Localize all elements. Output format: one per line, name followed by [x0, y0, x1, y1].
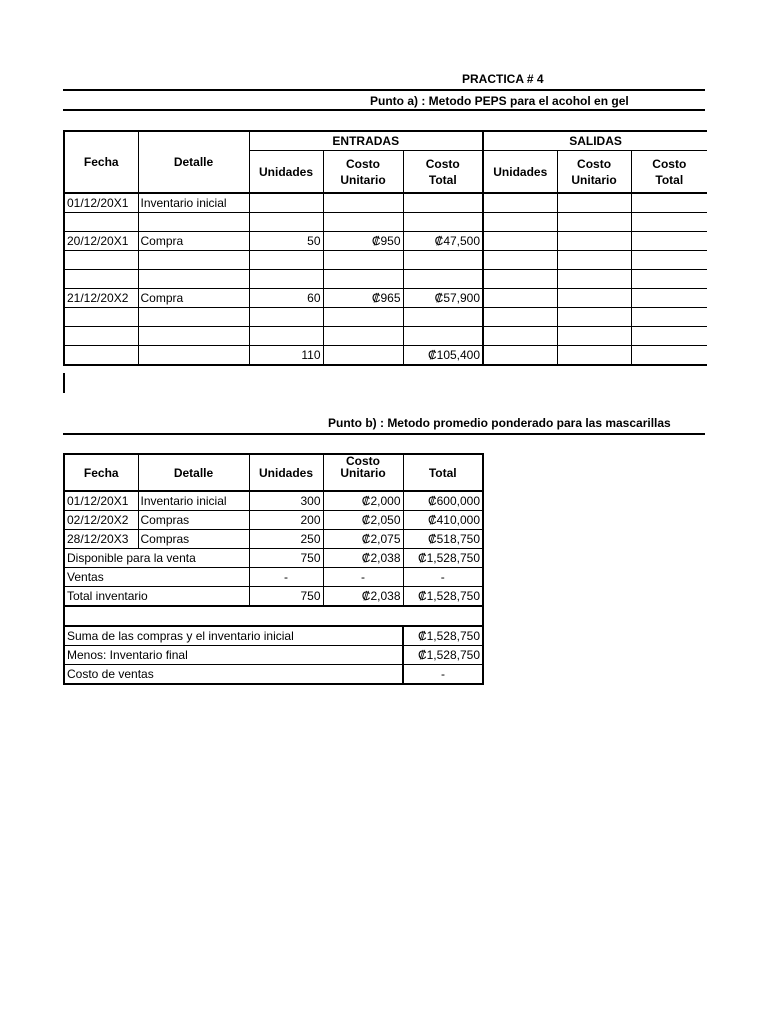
cell-salidas-costo-total: [631, 193, 707, 213]
cell-summary-label: Menos: Inventario final: [64, 646, 403, 665]
header-entradas: ENTRADAS: [249, 131, 483, 151]
summary-row: [64, 665, 483, 685]
cell-fecha: 01/12/20X1: [64, 491, 138, 511]
cell-unidades: [249, 308, 323, 327]
table-row: [64, 491, 483, 511]
header-entradas-costo-total: Costo Total: [403, 151, 483, 193]
cell-costo-unitario: [323, 346, 403, 366]
cell-fecha: [64, 346, 138, 366]
cell-costo-unitario: ₡2,050: [323, 511, 403, 530]
cell-summary-label: Suma de las compras y el inventario inicial: [64, 626, 403, 646]
cell-costo-total: [403, 270, 483, 289]
header-entradas-unidades: Unidades: [249, 151, 323, 193]
cell-summary-value: -: [403, 665, 483, 685]
table-row: [64, 251, 707, 270]
promedio-table: [63, 453, 484, 685]
cell-salidas-unidades: [483, 308, 557, 327]
punto-b-title: Punto b) : Metodo promedio ponderado para las mascarillas: [328, 416, 671, 430]
cell-label: Disponible para la venta: [64, 549, 249, 568]
header-salidas-unidades: Unidades: [483, 151, 557, 193]
header-detalle: Detalle: [138, 131, 249, 193]
cell-salidas-costo-total: [631, 346, 707, 366]
cell-unidades: [249, 193, 323, 213]
punto-a-title: Punto a) : Metodo PEPS para el acohol en gel: [370, 94, 629, 108]
header-salidas: SALIDAS: [483, 131, 707, 151]
cell-fecha: [64, 308, 138, 327]
cell-unidades: 200: [249, 511, 323, 530]
cell-unidades: [249, 251, 323, 270]
cell-costo-unitario: ₡950: [323, 232, 403, 251]
cell-label: Total inventario: [64, 587, 249, 607]
header-entradas-costo-unitario: Costo Unitario: [323, 151, 403, 193]
table-row: [64, 327, 707, 346]
table-row: [64, 213, 707, 232]
cell-fecha: 21/12/20X2: [64, 289, 138, 308]
cell-salidas-costo-unitario: [557, 308, 631, 327]
cell-salidas-costo-unitario: [557, 346, 631, 366]
b-header-fecha: Fecha: [64, 454, 138, 491]
cell-fecha: [64, 213, 138, 232]
cell-costo-unitario: [323, 308, 403, 327]
cell-salidas-unidades: [483, 213, 557, 232]
b-header-total: Total: [403, 454, 483, 491]
cell-salidas-unidades: [483, 289, 557, 308]
cell-costo-unitario: [323, 327, 403, 346]
cell-costo-total: [403, 213, 483, 232]
summary-row: [64, 626, 483, 646]
cell-detalle: Compras: [138, 530, 249, 549]
cell-detalle: [138, 346, 249, 366]
cell-costo-unitario: ₡2,038: [323, 587, 403, 607]
cell-unidades: [249, 327, 323, 346]
cell-summary-value: ₡1,528,750: [403, 646, 483, 665]
cell-salidas-costo-unitario: [557, 327, 631, 346]
cell-detalle: Inventario inicial: [138, 491, 249, 511]
cell-costo-unitario: [323, 213, 403, 232]
summary-row: [64, 646, 483, 665]
cell-costo-total: ₡57,900: [403, 289, 483, 308]
cell-unidades: -: [249, 568, 323, 587]
cell-fecha: 01/12/20X1: [64, 193, 138, 213]
cell-salidas-costo-total: [631, 232, 707, 251]
cell-unidades: 50: [249, 232, 323, 251]
cell-salidas-costo-unitario: [557, 251, 631, 270]
table-row: [64, 511, 483, 530]
cell-salidas-costo-unitario: [557, 289, 631, 308]
cell-salidas-unidades: [483, 327, 557, 346]
cell-total: -: [403, 568, 483, 587]
cell-costo-total: ₡47,500: [403, 232, 483, 251]
cell-detalle: Compra: [138, 232, 249, 251]
table-row: [64, 289, 707, 308]
cell-spacer: [64, 606, 483, 626]
cell-salidas-unidades: [483, 251, 557, 270]
cell-unidades: 750: [249, 587, 323, 607]
table-row: [64, 346, 707, 366]
cell-unidades: 300: [249, 491, 323, 511]
cell-label: Ventas: [64, 568, 249, 587]
spacer-row: [64, 606, 483, 626]
cell-costo-unitario: ₡2,000: [323, 491, 403, 511]
cell-detalle: [138, 213, 249, 232]
cell-unidades: [249, 270, 323, 289]
cell-total: ₡600,000: [403, 491, 483, 511]
cell-costo-unitario: [323, 251, 403, 270]
cell-costo-total: [403, 193, 483, 213]
cell-costo-unitario: ₡965: [323, 289, 403, 308]
cell-total: ₡1,528,750: [403, 587, 483, 607]
cell-detalle: [138, 270, 249, 289]
cell-detalle: [138, 308, 249, 327]
cell-costo-total: ₡105,400: [403, 346, 483, 366]
cell-salidas-unidades: [483, 346, 557, 366]
cell-fecha: [64, 327, 138, 346]
cell-costo-total: [403, 327, 483, 346]
cell-unidades: 60: [249, 289, 323, 308]
cell-costo-unitario: [323, 193, 403, 213]
cell-unidades: 750: [249, 549, 323, 568]
cell-fecha: 20/12/20X1: [64, 232, 138, 251]
title-rule: [63, 89, 705, 91]
b-header-detalle: Detalle: [138, 454, 249, 491]
cell-unidades: [249, 213, 323, 232]
ventas-row: [64, 568, 483, 587]
punto-b-rule: [63, 433, 705, 435]
cell-salidas-costo-unitario: [557, 193, 631, 213]
disponible-row: [64, 549, 483, 568]
cell-salidas-costo-total: [631, 251, 707, 270]
cell-salidas-unidades: [483, 270, 557, 289]
cell-fecha: [64, 251, 138, 270]
cell-detalle: Inventario inicial: [138, 193, 249, 213]
cell-unidades: 110: [249, 346, 323, 366]
header-salidas-costo-unitario: Costo Unitario: [557, 151, 631, 193]
cell-fecha: [64, 270, 138, 289]
cell-total: ₡410,000: [403, 511, 483, 530]
cell-costo-unitario: ₡2,038: [323, 549, 403, 568]
cell-total: ₡1,528,750: [403, 549, 483, 568]
table-row: [64, 530, 483, 549]
cell-salidas-costo-total: [631, 308, 707, 327]
cell-salidas-unidades: [483, 193, 557, 213]
cell-costo-unitario: [323, 270, 403, 289]
cell-fecha: 28/12/20X3: [64, 530, 138, 549]
header-fecha: Fecha: [64, 131, 138, 193]
peps-left-edge: [63, 373, 65, 393]
cell-costo-total: [403, 308, 483, 327]
cell-salidas-costo-unitario: [557, 232, 631, 251]
cell-summary-label: Costo de ventas: [64, 665, 403, 685]
peps-table: [63, 130, 707, 366]
b-header-costo-unitario: Costo Unitario: [323, 454, 403, 491]
page-title: PRACTICA # 4: [462, 72, 544, 86]
cell-costo-unitario: ₡2,075: [323, 530, 403, 549]
cell-summary-value: ₡1,528,750: [403, 626, 483, 646]
total-inventario-row: [64, 587, 483, 607]
cell-costo-unitario: -: [323, 568, 403, 587]
cell-salidas-costo-unitario: [557, 270, 631, 289]
table-row: [64, 193, 707, 213]
cell-salidas-unidades: [483, 232, 557, 251]
cell-detalle: [138, 327, 249, 346]
cell-salidas-costo-total: [631, 289, 707, 308]
cell-fecha: 02/12/20X2: [64, 511, 138, 530]
b-header-unidades: Unidades: [249, 454, 323, 491]
cell-salidas-costo-total: [631, 213, 707, 232]
cell-salidas-costo-total: [631, 327, 707, 346]
table-row: [64, 308, 707, 327]
table-row: [64, 232, 707, 251]
header-salidas-costo-total: Costo Total: [631, 151, 707, 193]
cell-detalle: Compras: [138, 511, 249, 530]
punto-a-rule: [63, 109, 705, 111]
cell-detalle: Compra: [138, 289, 249, 308]
table-row: [64, 270, 707, 289]
cell-salidas-costo-total: [631, 270, 707, 289]
cell-salidas-costo-unitario: [557, 213, 631, 232]
cell-total: ₡518,750: [403, 530, 483, 549]
cell-costo-total: [403, 251, 483, 270]
cell-unidades: 250: [249, 530, 323, 549]
cell-detalle: [138, 251, 249, 270]
